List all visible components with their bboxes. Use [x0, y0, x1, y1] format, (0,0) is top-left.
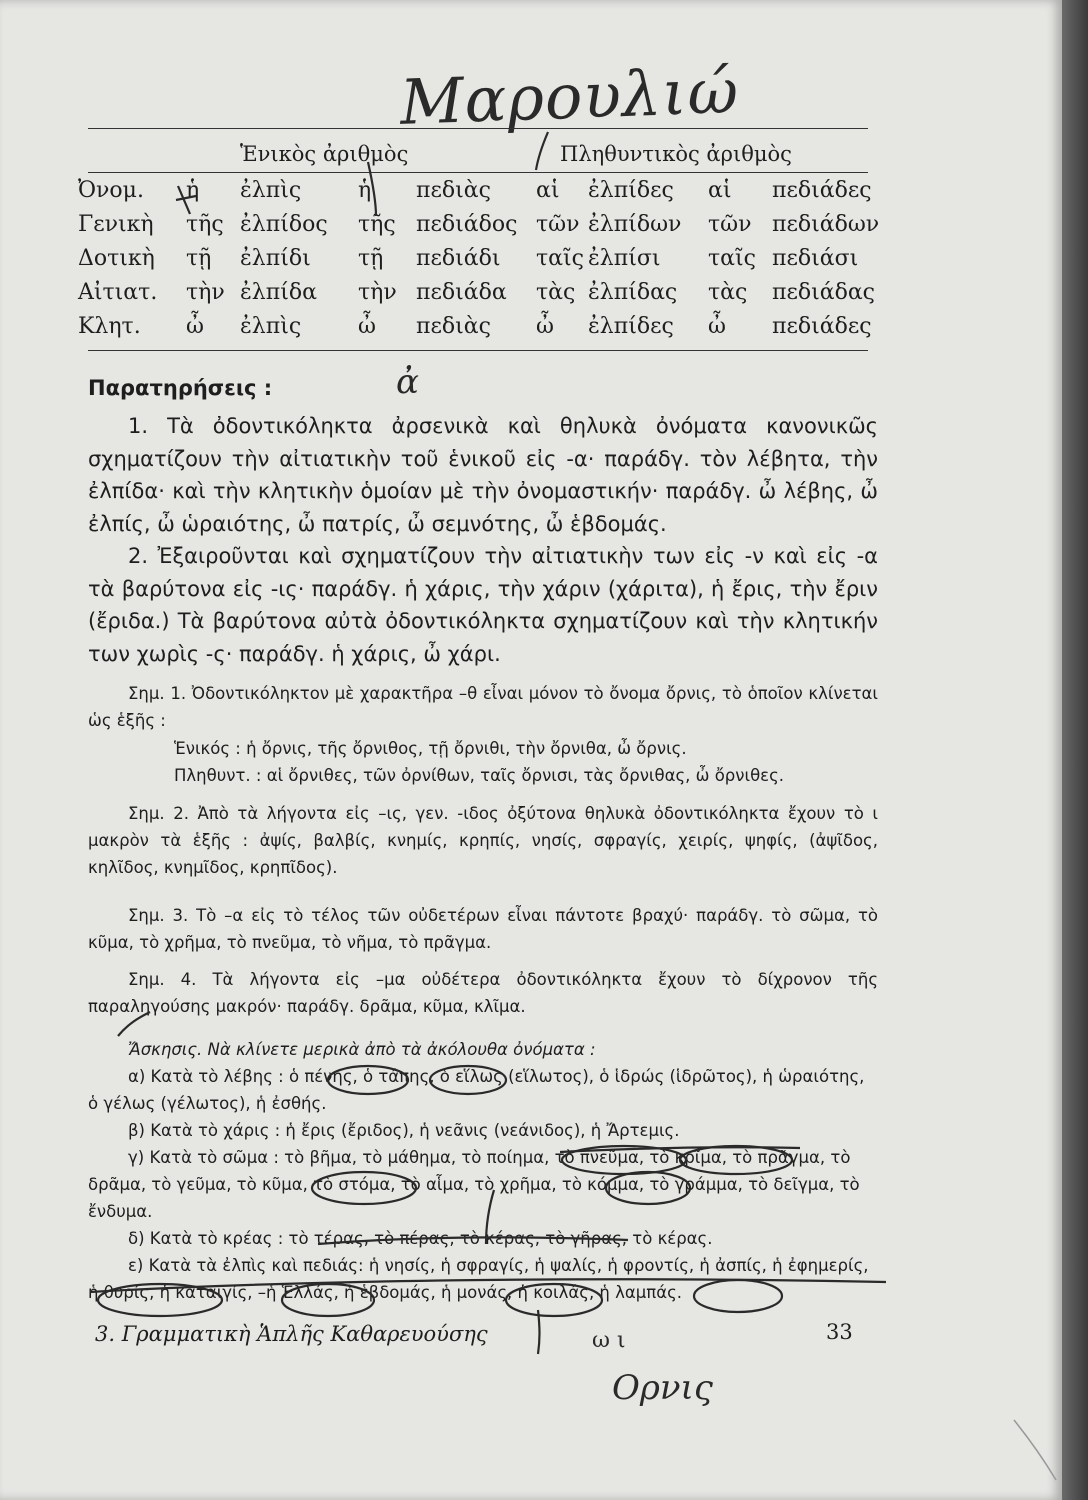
word: ἐλπίδα — [240, 280, 317, 305]
word: πεδιάδων — [772, 212, 880, 237]
word: ἐλπίδες — [588, 178, 674, 203]
article: τῶν — [708, 212, 752, 237]
case-label: Αἰτιατ. — [78, 280, 158, 305]
note-4: Σημ. 4. Τὰ λήγοντα εἰς –μα οὐδέτερα ὀδοντικόληκτα ἔχουν τὸ δίχρονον τῆς παραληγούσης μακρόν· παράδγ. δρᾶμα, κῦμα, κλῖμα. — [88, 970, 878, 1016]
note-1: Σημ. 1. Ὀδοντικόληκτον μὲ χαρακτῆρα –θ εἶναι μόνον τὸ ὄνομα ὄρνις, τὸ ὁποῖον κλίνεται ὡς ἑξῆς : — [88, 684, 878, 730]
article: τῇ — [358, 246, 384, 271]
pen-circle — [312, 1172, 416, 1204]
pen-stroke — [486, 1190, 494, 1244]
plural-header: Πληθυντικὸς ἀριθμὸς — [560, 142, 792, 166]
article: ἡ — [186, 178, 200, 203]
note-3: Σημ. 3. Τὸ –α εἰς τὸ τέλος τῶν οὐδετέρων εἶναι πάντοτε βραχύ· παράδγ. τὸ σῶμα, τὸ κῦμα, τὸ χρῆμα, τὸ πνεῦμα, τὸ νῆμα, τὸ πρᾶγμα. — [88, 906, 878, 952]
observations-heading: Παρατηρήσεις : — [88, 376, 273, 400]
article: τῆς — [358, 212, 396, 237]
article: τῆς — [186, 212, 224, 237]
pen-circle — [680, 1146, 792, 1174]
article: τῶν — [536, 212, 580, 237]
pen-circle — [430, 1066, 506, 1094]
case-label: Γενικὴ — [78, 212, 154, 237]
word: ἐλπίδας — [588, 280, 678, 305]
article: αἱ — [708, 178, 732, 203]
note-1-singular: Ἑνικός : ἡ ὄρνις, τῆς ὄρνιθος, τῇ ὄρνιθι, τὴν ὄρνιθα, ὦ ὄρνις. — [174, 739, 687, 758]
word: πεδιάδες — [772, 178, 872, 203]
word: πεδιὰς — [416, 314, 491, 339]
pen-circle — [606, 1172, 690, 1204]
word: πεδιάδες — [772, 314, 872, 339]
article: ὦ — [536, 314, 554, 339]
word: πεδιάδα — [416, 280, 507, 305]
word: πεδιάσι — [772, 246, 859, 271]
case-label: Δοτικὴ — [78, 246, 155, 271]
exercise-c: γ) Κατὰ τὸ σῶμα : τὸ βῆμα, τὸ μάθημα, τὸ ποίημα, τὸ πνεῦμα, τὸ κρῖμα, τὸ πρᾶγμα, τὸ δρᾶμα, τὸ γεῦμα, τὸ κῦμα, τὸ στόμα, τὸ αἷμα, τὸ χρῆμα, τὸ κόμμα, τὸ γράμμα, τὸ δεῖγμα, τὸ ἔνδυμα. — [88, 1148, 860, 1221]
handwritten-letter: ἀ — [396, 362, 419, 402]
pen-circle — [282, 1284, 374, 1316]
article: ταῖς — [536, 246, 584, 271]
pen-underline — [318, 1237, 628, 1244]
handwritten-footer-mark: ω ι — [592, 1328, 626, 1353]
exercise-b: β) Κατὰ τὸ χάρις : ἡ ἔρις (ἔριδος), ἡ νεᾶνις (νεάνιδος), ἡ Ἄρτεμις. — [128, 1121, 680, 1140]
word: πεδιὰς — [416, 178, 491, 203]
article: ὦ — [186, 314, 204, 339]
pen-stroke — [538, 1310, 540, 1354]
case-label: Ὀνομ. — [78, 178, 144, 203]
word: πεδιάδας — [772, 280, 876, 305]
page-crease — [1014, 1420, 1056, 1480]
page-edge-shadow — [1062, 0, 1088, 1500]
exercise-d: δ) Κατὰ τὸ κρέας : τὸ τέρας, τὸ πέρας, τὸ κέρας, τὸ γῆρας, τὸ κέρας. — [128, 1229, 713, 1248]
word: πεδιάδι — [416, 246, 501, 271]
pen-circle — [694, 1280, 782, 1312]
pen-mark-stroke-2 — [536, 132, 548, 170]
exercise-title: Ἄσκησις. Νὰ κλίνετε μερικὰ ἀπὸ τὰ ἀκόλουθα ὀνόματα : — [128, 1040, 596, 1059]
article: τὴν — [358, 280, 397, 305]
word: ἐλπίδι — [240, 246, 311, 271]
word: πεδιάδος — [416, 212, 518, 237]
article: αἱ — [536, 178, 560, 203]
footer-title: 3. Γραμματικὴ Ἁπλῆς Καθαρευούσης — [95, 1322, 488, 1346]
pen-circle — [506, 1284, 602, 1316]
pen-mark-stroke — [368, 162, 376, 216]
article: τὰς — [708, 280, 748, 305]
observation-1: 1. Τὰ ὀδοντικόληκτα ἀρσενικὰ καὶ θηλυκὰ ὀνόματα κανονικῶς σχηματίζουν τὴν αἰτιατικὴν τοῦ ἑνικοῦ εἰς -α· παράδγ. τὸν λέβητα, τὴν ἐλπίδα· καὶ τὴν κλητικὴν ὁμοίαν μὲ τὴν ὀνομαστικήν· παράδγ. ὦ λέβης, ὦ ἐλπίς, ὦ ὡραιότης, ὦ πατρίς, ὦ σεμνότης, ὦ ἑβδομάς. — [88, 414, 878, 536]
article: ὦ — [358, 314, 376, 339]
observation-2: 2. Ἐξαιροῦνται καὶ σχηματίζουν τὴν αἰτιατικὴν των εἰς -ν καὶ εἰς -α τὰ βαρύτονα εἰς -ις· παράδγ. ἡ χάρις, τὴν χάριν (χάριτα), ἡ ἔρις, τὴν ἔριν (ἔριδα.) Τὰ βαρύτονα αὐτὰ ὀδοντικόληκτα σχηματίζουν καὶ τὴν κλητικήν των χωρὶς -ς· παράδγ. ἡ χάρις, ὦ χάρι. — [88, 544, 878, 666]
word: ἐλπίδες — [588, 314, 674, 339]
word: ἐλπὶς — [240, 314, 302, 339]
pen-circle — [328, 1066, 408, 1094]
word: ἐλπὶς — [240, 178, 302, 203]
article: ὦ — [708, 314, 726, 339]
word: ἐλπίδος — [240, 212, 328, 237]
page-number: 33 — [826, 1320, 853, 1344]
handwritten-name: Ορνις — [612, 1368, 713, 1408]
exercise-a: α) Κατὰ τὸ λέβης : ὁ πένης, ὁ τάπης, ὁ εἵλως (εἵλωτος), ὁ ἱδρώς (ἱδρῶτος), ἡ ὡραιότης, ὁ γέλως (γέλωτος), ἡ ἐσθής. — [88, 1067, 865, 1113]
case-label: Κλητ. — [78, 314, 141, 339]
note-1-plural: Πληθυντ. : αἱ ὄρνιθες, τῶν ὀρνίθων, ταῖς ὄρνισι, τὰς ὄρνιθας, ὦ ὄρνιθες. — [174, 766, 785, 785]
article: τῇ — [186, 246, 212, 271]
article: τὰς — [536, 280, 576, 305]
handwritten-title: Μαρουλιώ — [398, 54, 741, 139]
article: ἡ — [358, 178, 372, 203]
singular-header: Ἑνικὸς ἀριθμὸς — [240, 142, 409, 166]
note-2: Σημ. 2. Ἀπὸ τὰ λήγοντα εἰς –ις, γεν. -ιδος ὀξύτονα θηλυκὰ ὀδοντικόληκτα ἔχουν τὸ ι μακρὸν τὰ ἑξῆς : ἀψίς, βαλβίς, κνημίς, κρηπίς, νησίς, σφραγίς, χειρίς, ψηφίς, (ἀψῖδος, κηλῖδος, κνημῖδος, κρηπῖδος). — [88, 804, 878, 877]
pen-mark-article — [176, 186, 196, 214]
word: ἐλπίδων — [588, 212, 682, 237]
exercise-e: ε) Κατὰ τὰ ἐλπὶς καὶ πεδιάς: ἡ νησίς, ἡ σφραγίς, ἡ ψαλίς, ἡ φροντίς, ἡ ἀσπίς, ἡ ἐφημερίς, ἡ θυρίς, ἡ καταιγίς, –ἡ Ἑλλάς, ἡ ἑβδομάς, ἡ μονάς, ἡ κοιλάς, ἡ λαμπάς. — [88, 1256, 869, 1302]
word: ἐλπίσι — [588, 246, 661, 271]
article: τὴν — [186, 280, 225, 305]
article: ταῖς — [708, 246, 756, 271]
pen-tick — [118, 1012, 150, 1036]
